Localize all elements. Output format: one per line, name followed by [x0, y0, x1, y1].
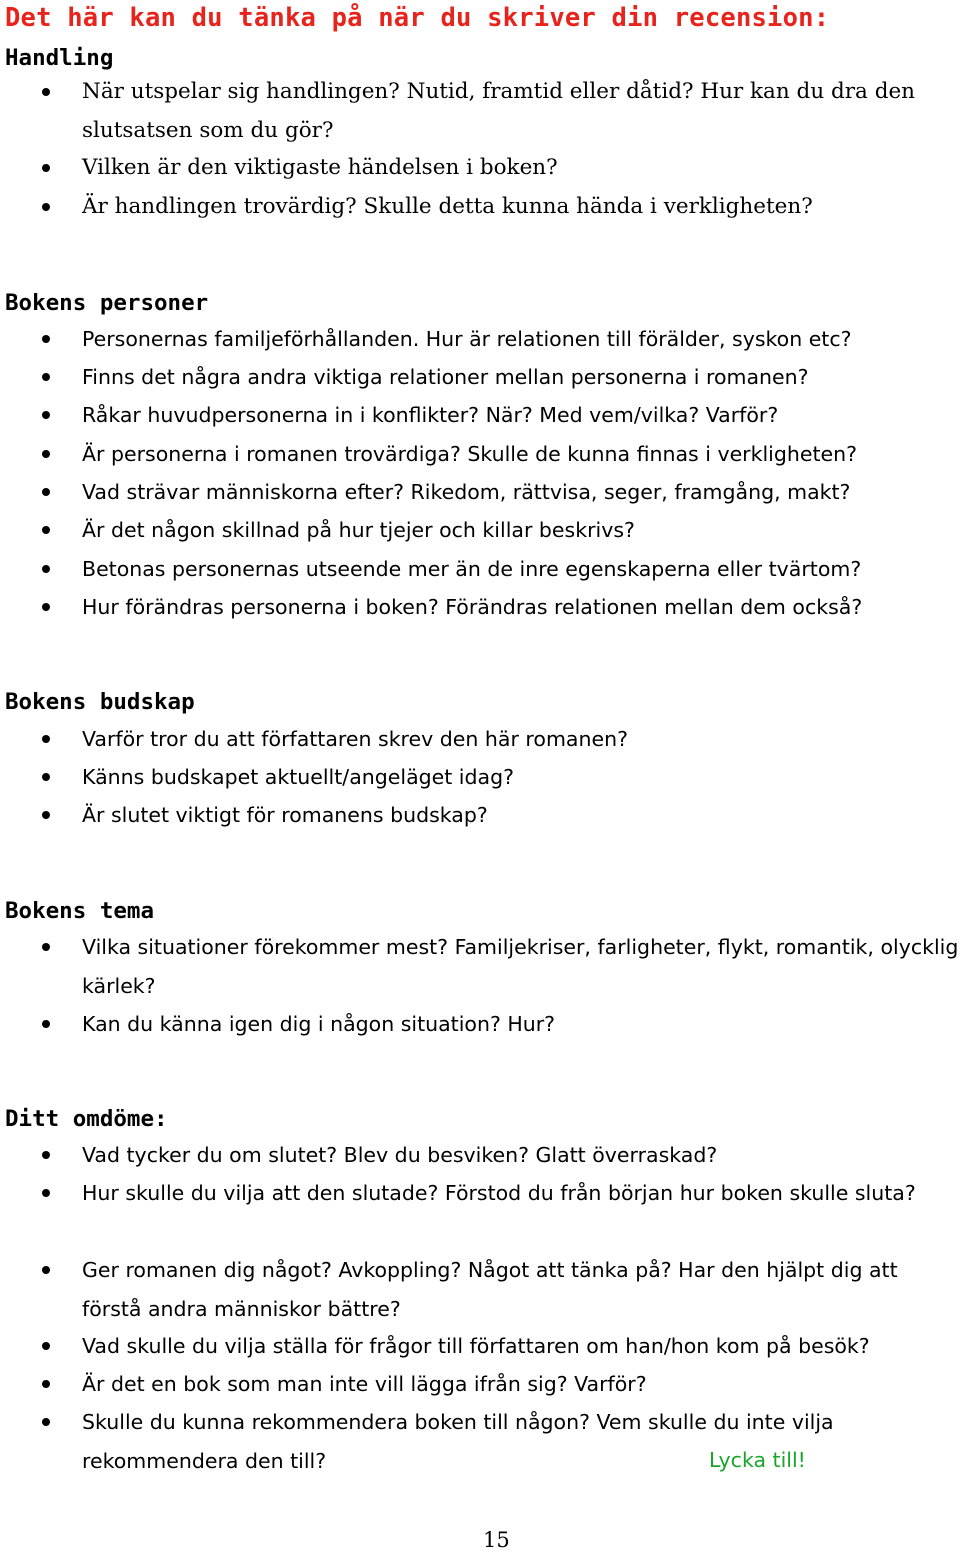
list-item: Kan du känna igen dig i någon situation? Hur?: [82, 1012, 556, 1036]
list-item: Betonas personernas utseende mer än de inre egenskaperna eller tvärtom?: [82, 557, 862, 581]
bullet-icon: [42, 411, 50, 419]
list-item: Vad tycker du om slutet? Blev du besviken? Glatt överraskad?: [82, 1143, 718, 1167]
section-heading-omdome: Ditt omdöme:: [5, 1106, 168, 1132]
bullet-icon: [42, 603, 50, 611]
bullet-icon: [42, 735, 50, 743]
bullet-icon: [42, 565, 50, 573]
bullet-icon: [42, 526, 50, 534]
list-item: Är det någon skillnad på hur tjejer och killar beskrivs?: [82, 518, 635, 542]
list-item: Varför tror du att författaren skrev den här romanen?: [82, 727, 628, 751]
bullet-icon: [42, 1189, 50, 1197]
list-item: När utspelar sig handlingen? Nutid, framtid eller dåtid? Hur kan du dra den slutsatsen som du gör?: [82, 79, 916, 143]
section-heading-handling: Handling: [5, 45, 114, 71]
section-heading-tema: Bokens tema: [5, 898, 155, 924]
list-item: Vad skulle du vilja ställa för frågor till författaren om han/hon kom på besök?: [82, 1334, 870, 1358]
bullet-icon: [42, 373, 50, 381]
list-item: Är slutet viktigt för romanens budskap?: [82, 803, 488, 827]
bullet-icon: [42, 1266, 50, 1274]
closing-text: Lycka till!: [709, 1448, 806, 1472]
bullet-icon: [42, 335, 50, 343]
list-item: Vilken är den viktigaste händelsen i boken?: [82, 155, 558, 180]
list-item: Är personerna i romanen trovärdiga? Skulle de kunna finnas i verkligheten?: [82, 442, 858, 466]
bullet-icon: [42, 1380, 50, 1388]
list-item: Hur skulle du vilja att den slutade? Förstod du från början hur boken skulle sluta?: [82, 1181, 916, 1205]
bullet-icon: [42, 811, 50, 819]
section-heading-personer: Bokens personer: [5, 290, 209, 316]
section-heading-budskap: Bokens budskap: [5, 689, 195, 715]
list-item: Ger romanen dig något? Avkoppling? Något att tänka på? Har den hjälpt dig att förstå andra människor bättre?: [82, 1258, 898, 1321]
bullet-icon: [42, 1020, 50, 1028]
bullet-icon: [42, 88, 50, 96]
bullet-icon: [42, 1151, 50, 1159]
list-item: Är det en bok som man inte vill lägga ifrån sig? Varför?: [82, 1372, 647, 1396]
list-item: Vilka situationer förekommer mest? Familjekriser, farligheter, flykt, romantik, olycklig kärlek?: [82, 935, 959, 998]
bullet-icon: [42, 450, 50, 458]
bullet-icon: [42, 773, 50, 781]
list-item: Känns budskapet aktuellt/angeläget idag?: [82, 765, 514, 789]
bullet-icon: [42, 488, 50, 496]
page-number: 15: [483, 1528, 510, 1552]
bullet-icon: [42, 164, 50, 172]
bullet-icon: [42, 203, 50, 211]
bullet-icon: [42, 1418, 50, 1426]
list-item: Skulle du kunna rekommendera boken till någon? Vem skulle du inte vilja rekommendera den till?: [82, 1410, 834, 1473]
list-item: Är handlingen trovärdig? Skulle detta kunna hända i verkligheten?: [82, 194, 813, 219]
bullet-icon: [42, 943, 50, 951]
page-title: Det här kan du tänka på när du skriver din recension:: [5, 3, 830, 33]
list-item: Råkar huvudpersonerna in i konflikter? När? Med vem/vilka? Varför?: [82, 403, 779, 427]
bullet-icon: [42, 1342, 50, 1350]
list-item: Finns det några andra viktiga relationer mellan personerna i romanen?: [82, 365, 809, 389]
list-item: Vad strävar människorna efter? Rikedom, rättvisa, seger, framgång, makt?: [82, 480, 851, 504]
list-item: Personernas familjeförhållanden. Hur är relationen till förälder, syskon etc?: [82, 327, 852, 351]
list-item: Hur förändras personerna i boken? Förändras relationen mellan dem också?: [82, 595, 863, 619]
